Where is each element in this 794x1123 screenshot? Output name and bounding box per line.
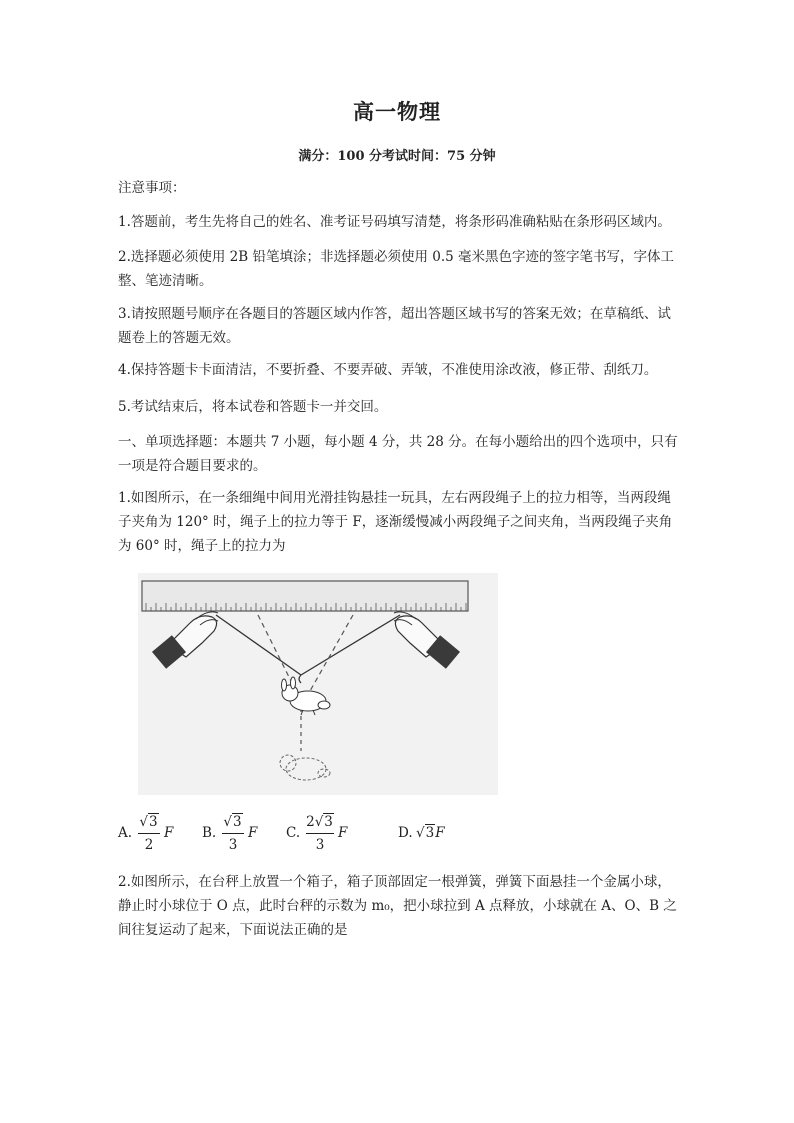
- section-intro: 一、单项选择题：本题共 7 小题，每小题 4 分，共 28 分。在每小题给出的四个选项中，只有一项是符合题目要求的。: [118, 434, 678, 474]
- choice-b-label: B.: [202, 825, 217, 841]
- choice-b[interactable]: B. √3 3 F: [202, 814, 258, 853]
- note-item-5: 5.考试结束后，将本试卷和答题卡一并交回。: [118, 399, 388, 415]
- note-item-3: 3.请按照题号顺序在各题目的答题区域内作答，超出答题区域书写的答案无效；在草稿纸、试题卷上的答题无效。: [118, 306, 671, 346]
- choice-d-label: D.: [398, 825, 413, 841]
- notes-heading: 注意事项：: [118, 180, 186, 196]
- question-1-figure: [138, 573, 498, 795]
- choice-d-value: √3F: [416, 825, 445, 841]
- question-1-stem: 1.如图所示，在一条细绳中间用光滑挂钩悬挂一玩具，左右两段绳子上的拉力相等，当两段绳子夹角为 120° 时，绳子上的拉力等于 F，逐渐缓慢减小两段绳子之间夹角，当两段绳子夹角为 60° 时，绳子上的拉力为: [118, 490, 673, 554]
- choice-b-fraction: √3 3: [220, 812, 246, 855]
- choice-a-label: A.: [118, 825, 133, 841]
- note-item-1: 1.答题前，考生先将自己的姓名、准考证号码填写清楚，将条形码准确粘贴在条形码区域内。: [118, 214, 671, 230]
- exam-info: 满分：100 分考试时间：75 分钟: [298, 149, 496, 164]
- choice-d[interactable]: [398, 812, 468, 856]
- choice-c-fraction: 2√3 3: [306, 814, 333, 853]
- note-item-4: 4.保持答题卡卡面清洁，不要折叠、不要弄破、弄皱，不准使用涂改液，修正带、刮纸刀。: [118, 362, 658, 378]
- choice-c-label: C.: [286, 825, 301, 841]
- choice-a-fraction: √3 2: [136, 812, 162, 855]
- choice-c[interactable]: C. 2√3 3 F: [286, 814, 348, 853]
- ruler: [142, 581, 468, 611]
- choice-a[interactable]: A. √3 2 F: [118, 814, 174, 853]
- rope-toy-illustration: [138, 573, 498, 795]
- note-item-2: 2.选择题必须使用 2B 铅笔填涂；非选择题必须使用 0.5 毫米黑色字迹的签字笔书写，字体工整、笔迹清晰。: [118, 249, 675, 289]
- page-title: 高一物理: [353, 99, 441, 124]
- question-2-stem: 2.如图所示，在台秤上放置一个箱子，箱子顶部固定一根弹簧，弹簧下面悬挂一个金属小球，静止时小球位于 O 点，此时台秤的示数为 m₀，把小球拉到 A 点释放，小球就在 A、O、B 之间往复运动了起来，下面说法正确的是: [118, 874, 677, 938]
